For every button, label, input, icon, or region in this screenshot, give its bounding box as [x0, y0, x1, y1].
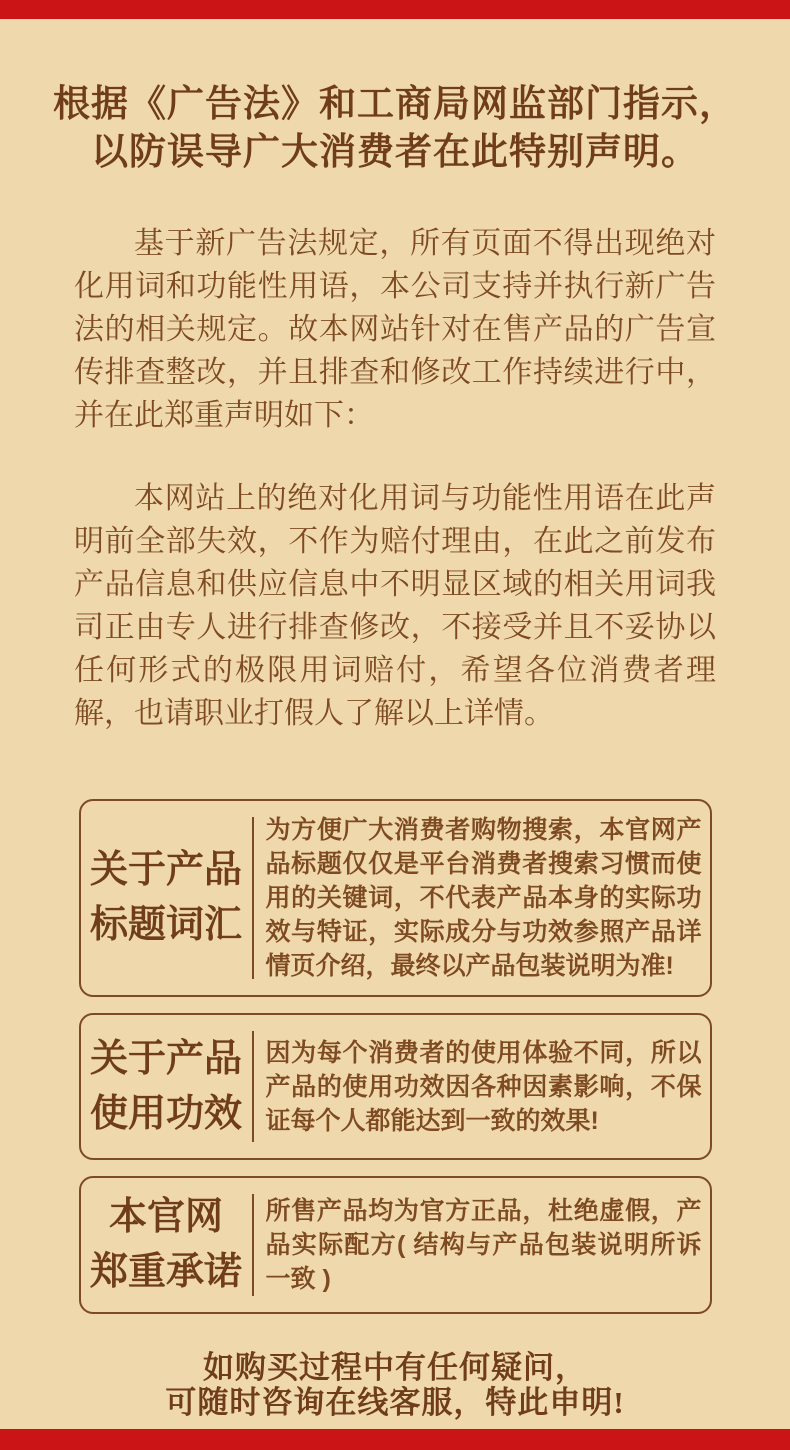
box-label-line-2: 使用功效 — [89, 1092, 242, 1135]
page-title — [0, 0, 790, 177]
box-label-official-promise — [81, 1190, 252, 1300]
footer-note — [0, 1350, 790, 1420]
statement-paragraph-2: 本网站上的绝对化用词与功能性用语在此声明前全部失效，不作为赔付理由，在此之前发布产品信息和供应信息中不明显区域的相关用词我司正由专人进行排查修改，不接受并且不妥协以任何形式的极限用词赔付，希望各位消费者理解，也请职业打假人了解以上详情。 — [74, 482, 716, 730]
title-line-1: 根据《广告法》和工商局网监部门指示， — [53, 84, 737, 125]
notice-box-product-title — [79, 799, 712, 997]
top-red-bar — [0, 0, 790, 19]
box-label-line-1: 关于产品 — [89, 1037, 242, 1080]
box-description-product-title: 为方便广大消费者购物搜索，本官网产品标题仅仅是平台消费者搜索习惯而使用的关键词，不代表产品本身的实际功效与特证，实际成分与功效参照产品详情页介绍，最终以产品包装说明为准! — [265, 816, 702, 980]
box-label-line-2: 郑重承诺 — [89, 1251, 242, 1293]
title-line-2: 以防误导广大消费者在此特别声明。 — [91, 132, 699, 173]
bottom-red-bar — [0, 1429, 790, 1450]
box-label-product-effect — [81, 1032, 252, 1142]
box-label-line-1: 本官网 — [108, 1196, 223, 1238]
footer-line-1: 如购买过程中有任何疑问， — [203, 1350, 587, 1385]
box-label-product-title — [81, 843, 252, 953]
box-label-line-1: 关于产品 — [89, 849, 242, 891]
box-description-product-effect: 因为每个消费者的使用体验不同，所以产品的使用功效因各种因素影响，不保证每个人都能达到一致的效果! — [265, 1038, 702, 1135]
footer-line-2: 可随时咨询在线客服，特此申明! — [165, 1385, 625, 1420]
box-description-official-promise: 所售产品均为官方正品，杜绝虚假，产品实际配方( 结构与产品包装说明所诉一致 ) — [265, 1197, 702, 1293]
notice-box-official-promise — [79, 1176, 712, 1314]
box-label-line-2: 标题词汇 — [89, 904, 242, 946]
statement-paragraph-1: 基于新广告法规定，所有页面不得出现绝对化用词和功能性用语，本公司支持并执行新广告法的相关规定。故本网站针对在售产品的广告宣传排查整改，并且排查和修改工作持续进行中，并在此郑重声明如下： — [74, 227, 716, 432]
notice-box-list — [79, 799, 712, 1314]
notice-box-product-effect — [79, 1013, 712, 1160]
